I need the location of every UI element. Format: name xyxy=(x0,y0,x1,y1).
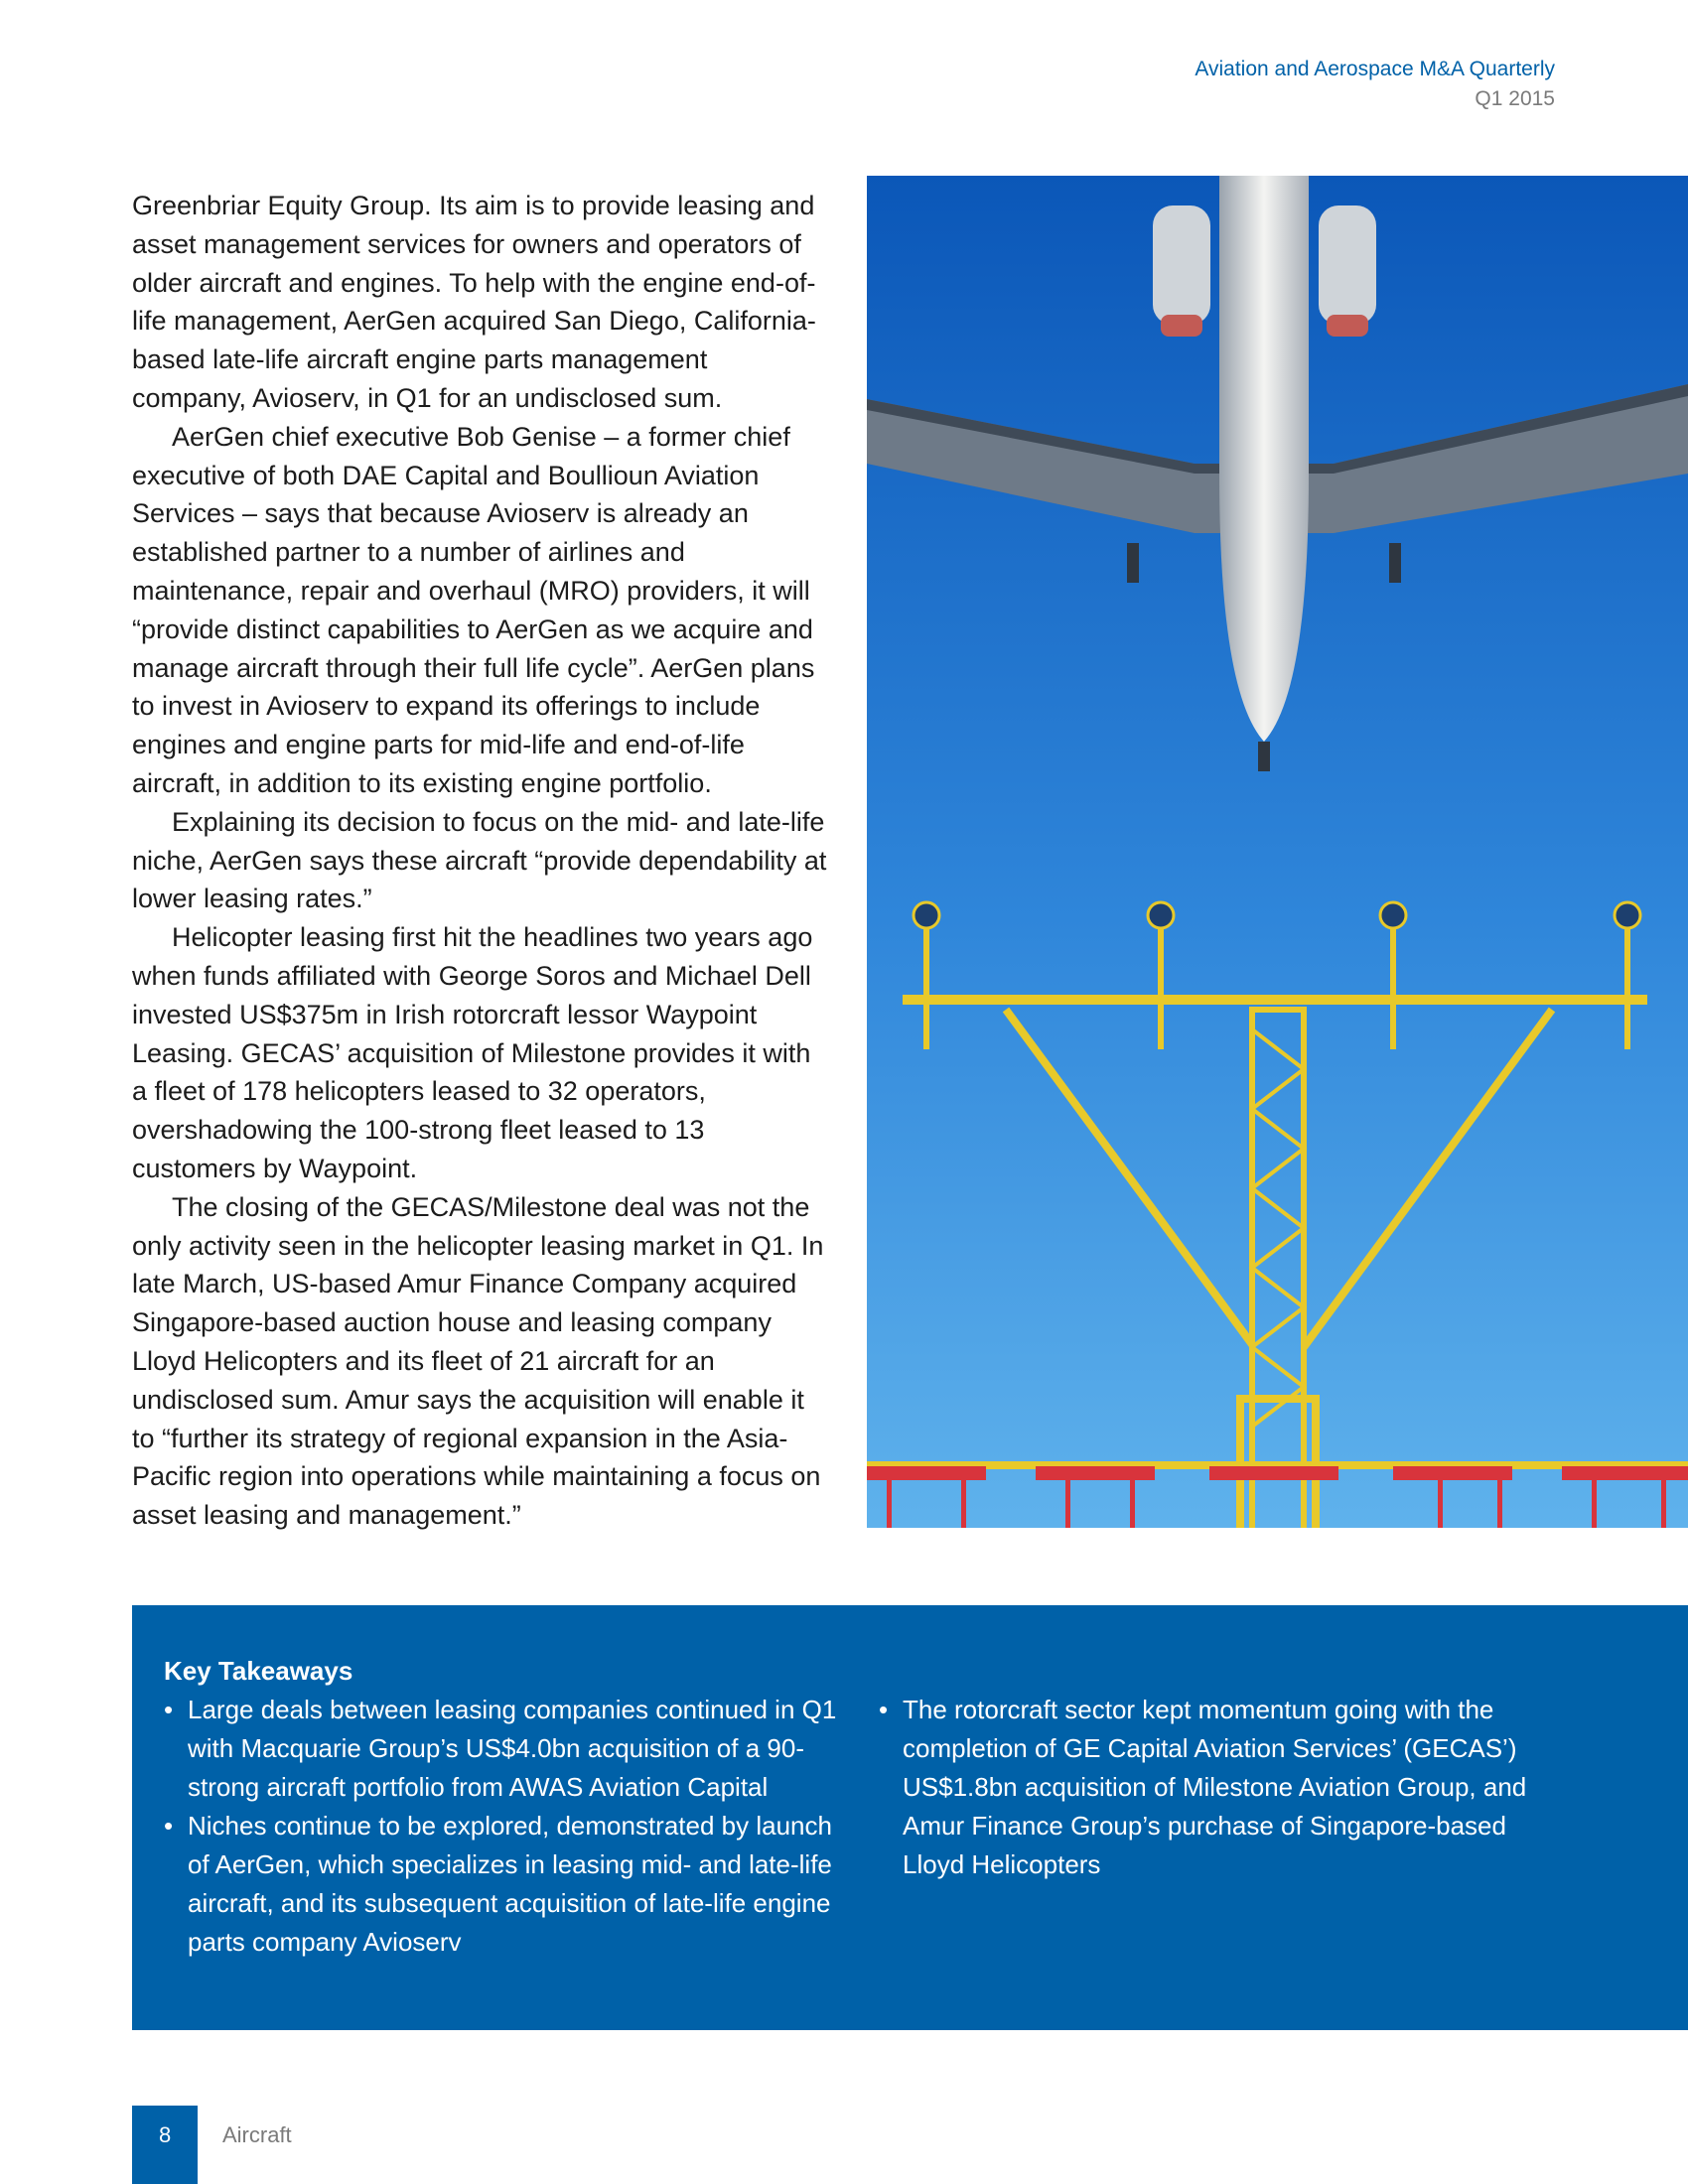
bullet-icon: • xyxy=(164,1811,174,1841)
page-number-tab xyxy=(132,2106,198,2184)
takeaway-text: Niches continue to be explored, demonstrated by launch of AerGen, which specializes in leasing mid- and late-life aircraft, and its subsequent acquisition of late-life engine parts company Avioserv xyxy=(188,1811,832,1957)
takeaway-item xyxy=(164,1691,849,1807)
key-takeaways-box xyxy=(132,1605,1688,2030)
article-paragraph: Greenbriar Equity Group. Its aim is to provide leasing and asset management services for owners and operators of older aircraft and engines. To help with the engine end-of-life management, AerGen acquired San Diego, California-based late-life aircraft engine parts management company, Avioserv, in Q1 for an undisclosed sum. xyxy=(132,191,816,413)
takeaway-text: The rotorcraft sector kept momentum going with the completion of GE Capital Aviation Services’ (GECAS’) US$1.8bn acquisition of Milestone Aviation Group, and Amur Finance Group’s purchase of Singapore-based Lloyd Helicopters xyxy=(903,1695,1527,1879)
takeaway-text: Large deals between leasing companies continued in Q1 with Macquarie Group’s US$4.0bn acquisition of a 90-strong aircraft portfolio from AWAS Aviation Capital xyxy=(188,1695,837,1802)
takeaways-right-column xyxy=(879,1691,1574,1884)
section-label: Aircraft xyxy=(222,2122,292,2147)
takeaway-item xyxy=(164,1807,849,1962)
page-number: 8 xyxy=(159,2122,172,2147)
key-takeaways-title: Key Takeaways xyxy=(164,1656,353,1686)
article-paragraph: The closing of the GECAS/Milestone deal was not the only activity seen in the helicopter leasing market in Q1. In late March, US-based Amur Finance Company acquired Singapore-based auction house and leasing company Lloyd Helicopters and its fleet of 21 aircraft for an undisclosed sum. Amur says the acquisition will enable it to “further its strategy of regional expansion in the Asia-Pacific region into operations while maintaining a focus on asset leasing and management.” xyxy=(132,1191,824,1531)
takeaways-left-column xyxy=(164,1691,849,1962)
article-paragraph: Explaining its decision to focus on the mid- and late-life niche, AerGen says these aircraft “provide dependability at lower leasing rates.” xyxy=(132,806,827,914)
running-header xyxy=(1195,55,1555,114)
article-paragraph: AerGen chief executive Bob Genise – a former chief executive of both DAE Capital and Boullioun Aviation Services – says that because Avioserv is already an established partner to a number of airlines and maintenance, repair and overhaul (MRO) providers, it will “provide distinct capabilities to AerGen as we acquire and manage aircraft through their full life cycle”. AerGen plans to invest in Avioserv to expand its offerings to include engines and engine parts for mid-life and end-of-life aircraft, in addition to its existing engine portfolio. xyxy=(132,421,815,798)
takeaway-item xyxy=(879,1691,1574,1884)
aircraft-approach-photo xyxy=(867,176,1688,1528)
publication-title: Aviation and Aerospace M&A Quarterly xyxy=(1195,58,1555,80)
bullet-icon: • xyxy=(879,1695,889,1724)
issue-label: Q1 2015 xyxy=(1475,87,1555,110)
article-paragraph: Helicopter leasing first hit the headlines two years ago when funds affiliated with George Soros and Michael Dell invested US$375m in Irish rotorcraft lessor Waypoint Leasing. GECAS’ acquisition of Milestone provides it with a fleet of 178 helicopters leased to 32 operators, overshadowing the 100-strong fleet leased to 13 customers by Waypoint. xyxy=(132,922,813,1183)
bullet-icon: • xyxy=(164,1695,174,1724)
photo-illustration xyxy=(867,176,1688,1528)
article-body xyxy=(132,187,827,1535)
